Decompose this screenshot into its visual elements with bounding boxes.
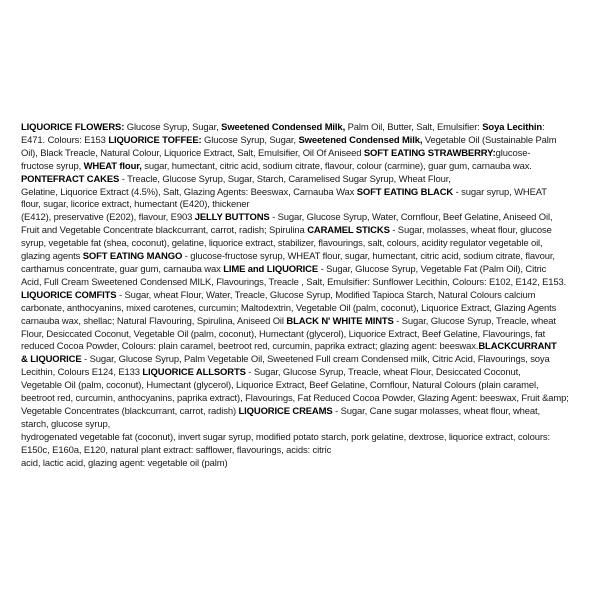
ingredients-line	[21, 174, 581, 187]
ingredient-text: - Sugar, Glucose Syrup, Palm Vegetable Oil, Sweetened Full cream Condensed milk, Citric Acid, Flavourings, soya	[81, 354, 550, 366]
ingredients-line	[21, 419, 581, 432]
ingredients-line	[21, 303, 581, 316]
ingredients-text-block	[21, 122, 581, 470]
ingredient-text: E150c, E160a, E120, natural plant extract: safflower, flavourings, acids: citric	[21, 444, 332, 456]
ingredient-text: hydrogenated vegetable fat (coconut), invert sugar syrup, modified potato starch, pork gelatine, dextrose, liquorice extract, colours:	[21, 431, 550, 443]
ingredient-text: carthamus concentrate, guar gum, carnauba wax	[21, 263, 224, 275]
ingredient-heading: & LIQUORICE	[21, 354, 82, 366]
ingredient-text: E471. Colours: E153	[21, 134, 109, 146]
ingredient-heading: BLACK N' WHITE MINTS	[286, 315, 394, 327]
ingredient-text: Lecithin, Colours E124, E133	[21, 367, 143, 379]
ingredient-text: Acid, Full Cream Sweetened Condensed MILK, Flavourings, Treacle , Salt, Emulsifier: Sunflower Lecithin, Colours: E102, E142, E153.	[21, 276, 567, 288]
ingredient-text: fructose syrup,	[21, 160, 84, 172]
ingredient-text: flour, sugar, licorice extract, humectant (E420), thickener	[21, 199, 250, 211]
ingredients-line	[21, 161, 581, 174]
ingredient-text: glazing agents	[21, 251, 83, 263]
ingredient-heading: SOFT EATING MANGO	[82, 251, 183, 263]
ingredients-line	[21, 277, 581, 290]
ingredients-line	[21, 122, 581, 135]
ingredient-heading: LIQUORICE FLOWERS:	[21, 122, 125, 133]
ingredient-text: acid, lactic acid, glazing agent: vegetable oil (palm)	[21, 457, 228, 469]
ingredient-heading: SOFT EATING STRAWBERRY:	[363, 147, 496, 159]
ingredient-heading: LIQUORICE CREAMS	[238, 405, 333, 417]
ingredient-text: - Sugar, Glucose Syrup, Treacle, wheat	[393, 315, 556, 327]
ingredient-heading: LIQUORICE TOFFEE:	[108, 134, 202, 146]
ingredient-text: Glucose Syrup, Sugar,	[124, 122, 222, 133]
ingredient-heading: LIQUORICE COMFITS	[21, 289, 117, 301]
ingredient-heading: LIQUORICE ALLSORTS	[142, 367, 246, 379]
ingredient-text: Glucose Syrup, Sugar,	[201, 134, 299, 146]
ingredients-line	[21, 238, 581, 251]
ingredient-text: Palm Oil, Butter, Salt, Emulsifier:	[345, 122, 483, 133]
ingredients-line	[21, 367, 581, 380]
ingredient-heading: BLACKCURRANT	[478, 341, 557, 353]
ingredient-heading: SOFT EATING BLACK	[356, 186, 454, 198]
ingredient-heading: Soya Lecithin	[482, 122, 543, 133]
ingredient-text: starch, glucose syrup,	[21, 418, 111, 430]
ingredient-heading: PONTEFRACT CAKES	[21, 173, 120, 185]
ingredient-heading: WHEAT flour,	[83, 160, 142, 172]
ingredients-line	[21, 251, 581, 264]
ingredient-heading: Sweetened Condensed Milk,	[298, 134, 423, 146]
ingredient-text: Gelatine, Liquorice Extract (4.5%), Salt, Glazing Agents: Beeswax, Carnauba Wax	[21, 186, 357, 198]
ingredients-line	[21, 445, 581, 458]
ingredient-heading: JELLY BUTTONS	[194, 212, 270, 224]
ingredient-text: - Sugar, Glucose Syrup, Treacle, wheat Flour, Desiccated Coconut,	[245, 367, 521, 379]
ingredients-line	[21, 264, 581, 277]
ingredients-line	[21, 290, 581, 303]
ingredient-text: - Sugar, Glucose Syrup, Vegetable Fat (Palm Oil), Citric	[318, 263, 547, 275]
ingredient-text: Vegetable Concentrates (blackcurrant, carrot, radish)	[21, 405, 239, 417]
ingredients-line	[21, 212, 581, 225]
ingredient-text: syrup, vegetable fat (shea, coconut), gelatine, liquorice extract, stabilizer, flavourings, salt, colours, acidity regulator vegetable oil,	[21, 238, 543, 250]
ingredients-line	[21, 341, 581, 354]
ingredient-text: - Sugar, Cane sugar molasses, wheat flour, wheat,	[332, 405, 541, 417]
ingredients-line	[21, 432, 581, 445]
ingredient-text: Flour, Desiccated Coconut, Vegetable Oil (palm, coconut), Humectant (glycerol), Liquorice Extract, Beef Gelatine, Flavourings, fat	[21, 328, 546, 340]
ingredient-text: glucose-	[495, 147, 531, 159]
ingredient-text: reduced Cocoa Powder, Colours: plain caramel, beetroot red, curcumin, paprika extract; glazing agent: beeswax.	[21, 341, 479, 353]
ingredients-line	[21, 225, 581, 238]
ingredient-text: - Sugar, molasses, wheat flour, glucose	[389, 225, 552, 237]
ingredients-line	[21, 393, 581, 406]
ingredient-text: - glucose-fructose syrup, WHEAT flour, sugar, humectant, citric acid, sodium citrate, flavour,	[182, 251, 555, 263]
ingredient-text: sugar, humectant, citric acid, sodium citrate, flavour, colour (carmine), guar gum, carnauba wax.	[141, 160, 532, 172]
ingredients-line	[21, 135, 581, 148]
ingredients-line	[21, 406, 581, 419]
ingredients-line	[21, 199, 581, 212]
ingredients-line	[21, 329, 581, 342]
ingredients-line	[21, 354, 581, 367]
ingredients-line	[21, 458, 581, 471]
ingredient-heading: CARAMEL STICKS	[307, 225, 390, 237]
ingredients-line	[21, 316, 581, 329]
ingredient-text: - Sugar, Glucose Syrup, Water, Cornflour, Beef Gelatine, Aniseed Oil,	[269, 212, 553, 224]
ingredient-text: beetroot red, curcumin, anthocyanins, paprika extract), Flavourings, Fat Reduced Cocoa Powder, Glazing Agent: beeswax, Fruit &amp;	[21, 393, 569, 405]
ingredient-heading: LIME and LIQUORICE	[223, 263, 319, 275]
ingredient-text: - Treacle, Glucose Syrup, Sugar, Starch, Caramelised Sugar Syrup, Wheat Flour,	[119, 173, 451, 185]
ingredient-text: carbonate, anthocyanins, mixed carotenes, curcumin; Maltodextrin, Vegetable Oil (palm, coconut), Liquorice Extract, Glazing Agents	[21, 302, 557, 314]
ingredient-text: Vegetable Oil (Sustainable Palm	[422, 134, 557, 146]
ingredient-text: Vegetable Oil (palm, coconut), Humectant (glycerol), Liquorice Extract, Beef Gelatine, Cornflour, Natural Colours (plain caramel,	[21, 380, 539, 392]
ingredient-text: Oil), Black Treacle, Natural Colour, Liquorice Extract, Salt, Emulsifier, Oil Of Aniseed	[21, 147, 364, 159]
ingredient-text: carnauba wax, shellac; Natural Flavouring, Spirulina, Aniseed Oil	[21, 315, 287, 327]
ingredient-text: :	[542, 122, 545, 133]
ingredient-text: - Sugar, wheat Flour, Water, Treacle, Glucose Syrup, Modified Tapioca Starch, Natural Colours calcium	[116, 289, 536, 301]
ingredients-line	[21, 148, 581, 161]
ingredient-text: - sugar syrup, WHEAT	[453, 186, 547, 198]
ingredient-heading: Sweetened Condensed Milk,	[221, 122, 346, 133]
ingredient-text: (E412), preservative (E202), flavour, E903	[21, 212, 195, 224]
ingredients-line	[21, 187, 581, 200]
ingredient-text: Fruit and Vegetable Concentrate blackcurrant, carrot, radish; Spirulina	[21, 225, 308, 237]
ingredients-line	[21, 380, 581, 393]
